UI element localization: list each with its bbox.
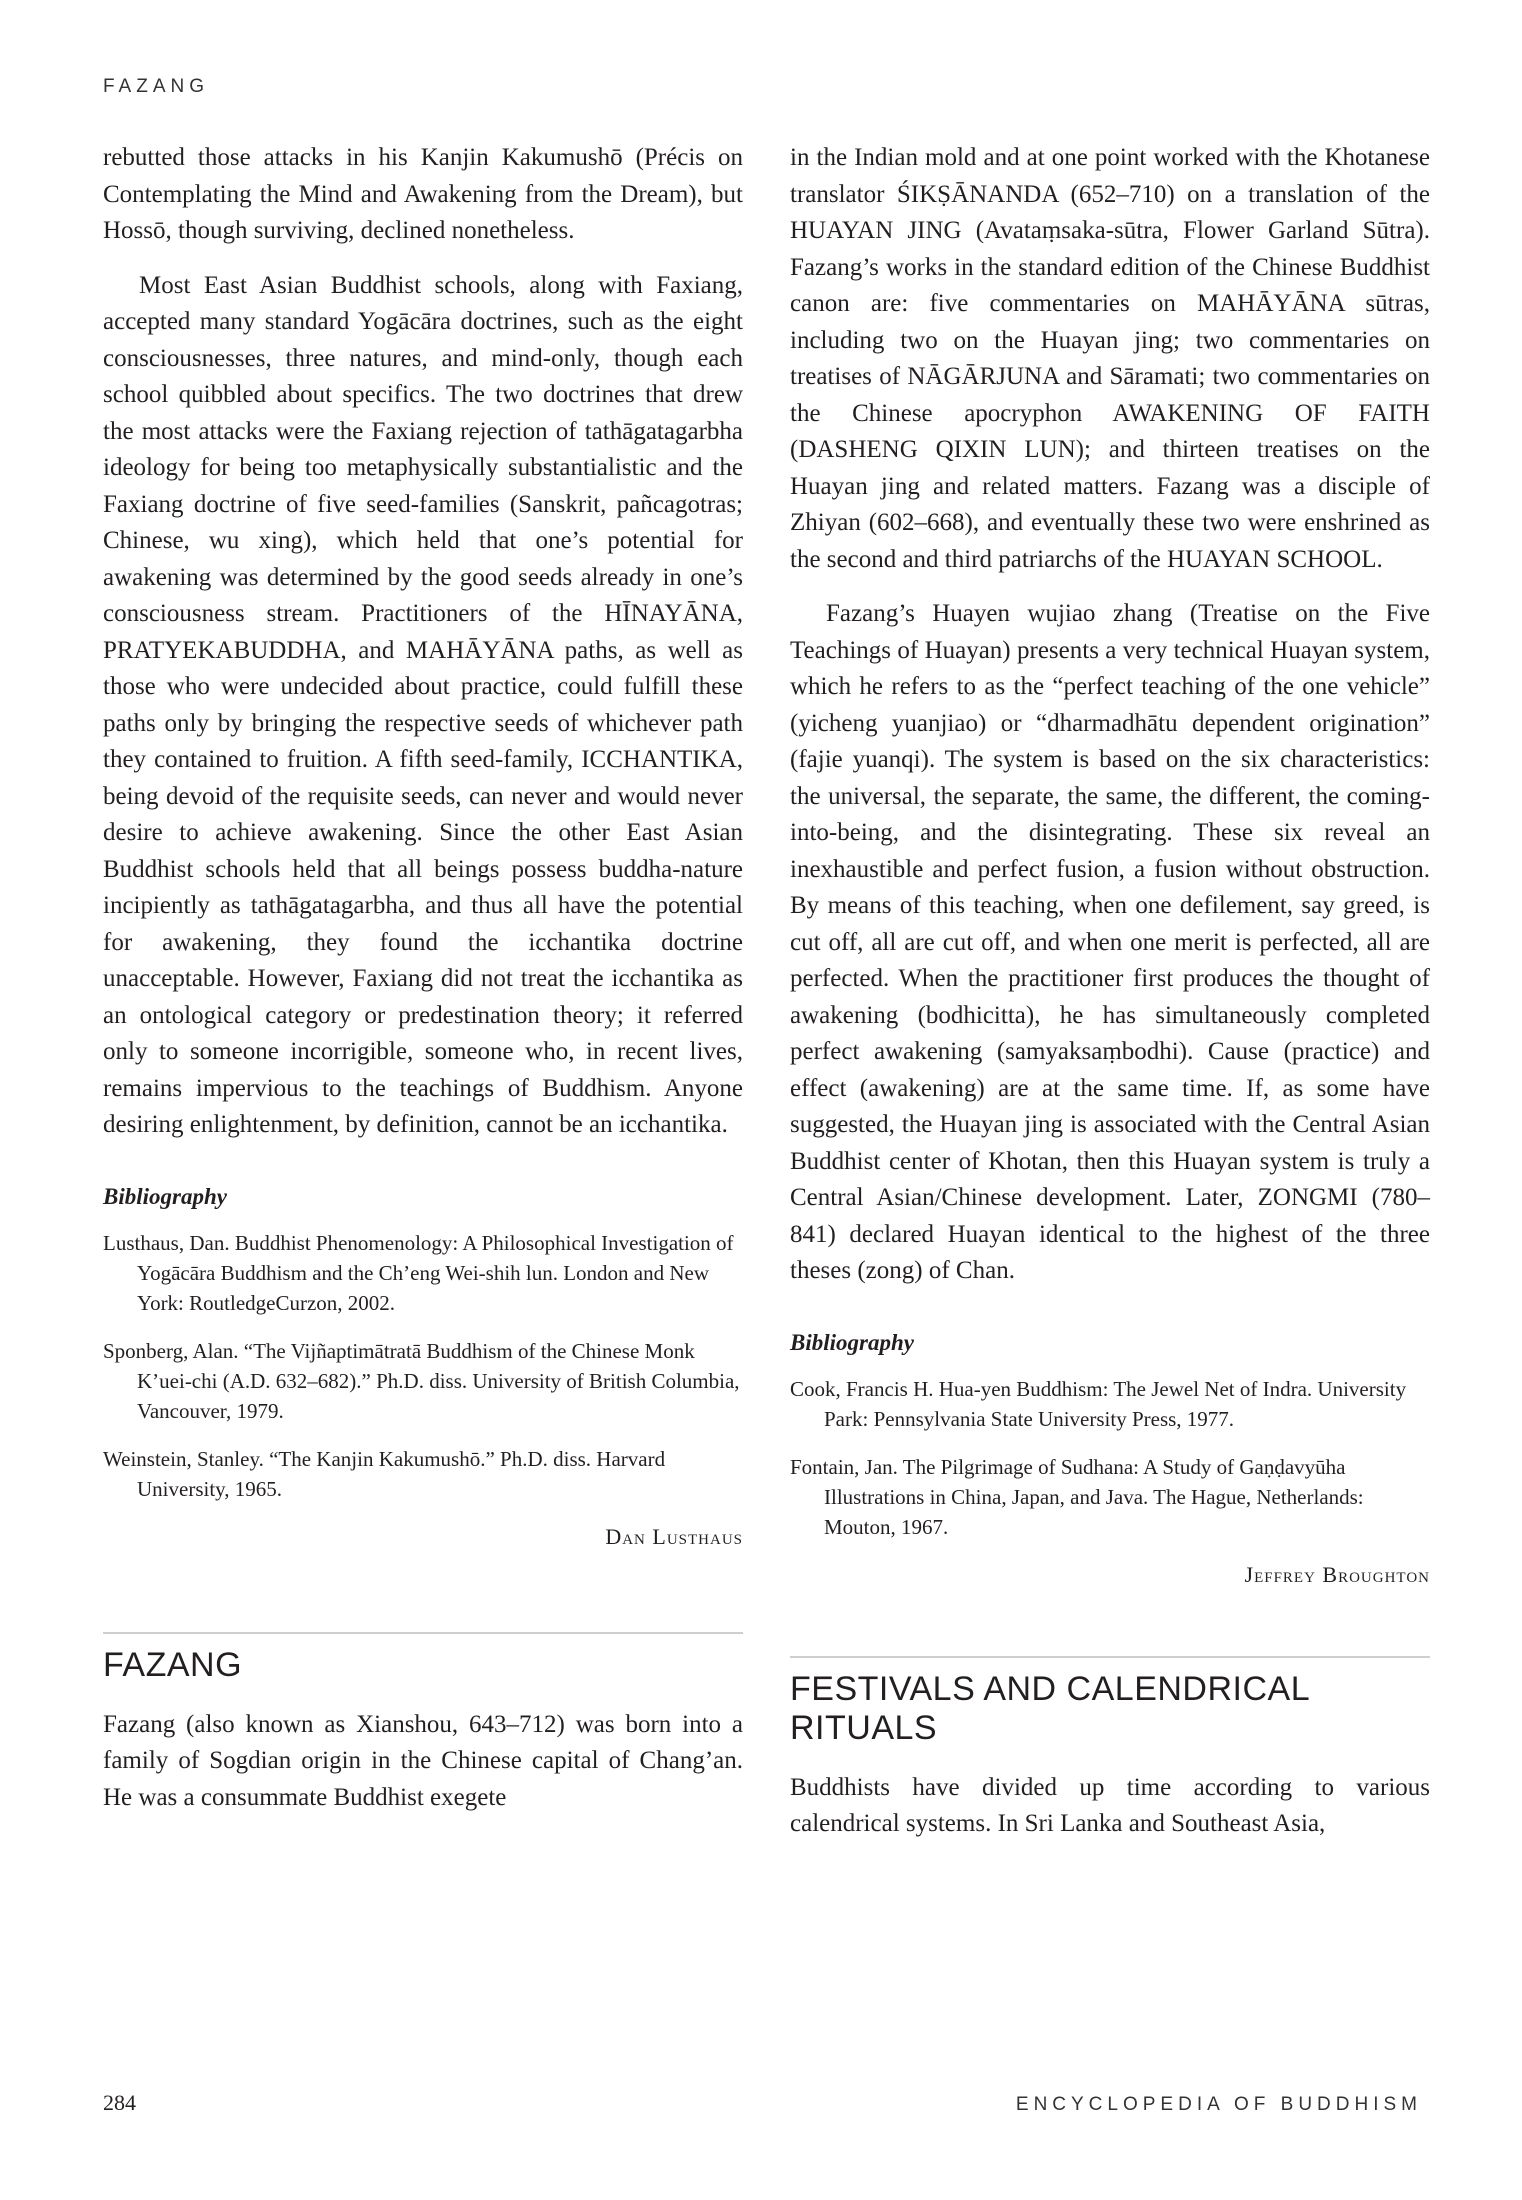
bibliography-entry: Sponberg, Alan. “The Vijñaptimātratā Buddhism of the Chinese Monk K’uei-chi (A.D. 632–682).” Ph.D. diss. University of British Columbia, Vancouver, 1979. — [103, 1338, 740, 1423]
bibliography-heading-right: Bibliography — [790, 1329, 914, 1355]
page-number: 284 — [103, 2090, 136, 2115]
entry-title-festivals: FESTIVALS AND CALENDRICAL RITUALS — [790, 1669, 1309, 1747]
festivals-intro-paragraph: Buddhists have divided up time according to various calendrical systems. In Sri Lanka and Southeast Asia, — [790, 1773, 1430, 1837]
article-author-left: Dan Lusthaus — [605, 1523, 743, 1549]
section-divider — [103, 1632, 743, 1634]
right-paragraph-1: in the Indian mold and at one point worked with the Khotanese translator ŚIKṢĀNANDA (652–710) on a translation of the HUAYAN JING (Avataṃsaka-sūtra, Flower Garland Sūtra). Fazang’s works in the standard edition of the Chinese Buddhist canon are: five commentaries on MAHĀYĀNA sūtras, including two on the Huayan jing; two commentaries on treatises of NĀGĀRJUNA and Sāramati; two commentaries on the Chinese apocryphon AWAKENING OF FAITH (DASHENG QIXIN LUN); and thirteen treatises on the Huayan jing and related matters. Fazang was a disciple of Zhiyan (602–668), and eventually these two were enshrined as the second and third patriarchs of the HUAYAN SCHOOL. — [790, 144, 1430, 573]
book-title-footer: ENCYCLOPEDIA OF BUDDHISM — [1015, 2094, 1422, 2115]
article-author-right: Jeffrey Broughton — [1244, 1561, 1430, 1587]
right-paragraph-2: Fazang’s Huayen wujiao zhang (Treatise on the Five Teachings of Huayan) presents a very technical Huayan system, which he refers to as the “perfect teaching of the one vehicle” (yicheng yuanjiao) or “dharmadhātu dependent origination” (fajie yuanqi). The system is based on the six characteristics: the universal, the separate, the same, the different, the coming-into-being, and the disintegrating. These six reveal an inexhaustible and perfect fusion, a fusion without obstruction. By means of this teaching, when one defilement, say greed, is cut off, all are cut off, and when one merit is perfected, all are perfected. When the practitioner first produces the thought of awakening (bodhicitta), he has simultaneously completed perfect awakening (samyaksaṃbodhi). Cause (practice) and effect (awakening) are at the same time. If, as some have suggested, the Huayan jing is associated with the Central Asian Buddhist center of Khotan, then this Huayan system is truly a Central Asian/Chinese development. Later, ZONGMI (780–841) declared Huayan identical to the highest of the three theses (zong) of Chan. — [790, 600, 1430, 1284]
entry-title-fazang: FAZANG — [103, 1645, 243, 1684]
right-column — [790, 140, 1430, 1861]
bibliography-heading-left: Bibliography — [103, 1183, 227, 1209]
bibliography-entry: Lusthaus, Dan. Buddhist Phenomenology: A Philosophical Investigation of Yogācāra Buddhism and the Ch’eng Wei-shih lun. London and New York: RoutledgeCurzon, 2002. — [103, 1230, 734, 1315]
fazang-intro-paragraph: Fazang (also known as Xianshou, 643–712) was born into a family of Sogdian origin in the Chinese capital of Chang’an. He was a consummate Buddhist exegete — [103, 1710, 743, 1811]
running-head: FAZANG — [103, 76, 210, 97]
left-paragraph-1: rebutted those attacks in his Kanjin Kakumushō (Précis on Contemplating the Mind and Awakening from the Dream), but Hossō, though surviving, declined nonetheless. — [103, 144, 743, 244]
left-column — [103, 140, 743, 1834]
bibliography-entry: Weinstein, Stanley. “The Kanjin Kakumushō.” Ph.D. diss. Harvard University, 1965. — [103, 1446, 666, 1501]
section-divider — [790, 1656, 1430, 1658]
bibliography-entry: Cook, Francis H. Hua-yen Buddhism: The Jewel Net of Indra. University Park: Pennsylvania State University Press, 1977. — [790, 1376, 1407, 1431]
left-paragraph-2: Most East Asian Buddhist schools, along with Faxiang, accepted many standard Yogācāra doctrines, such as the eight consciousnesses, three natures, and mind-only, though each school quibbled about specifics. The two doctrines that drew the most attacks were the Faxiang rejection of tathāgatagarbha ideology for being too metaphysically substantialistic and the Faxiang doctrine of five seed-families (Sanskrit, pañcagotras; Chinese, wu xing), which held that one’s potential for awakening was determined by the good seeds already in one’s consciousness stream. Practitioners of the HĪNAYĀNA, PRATYEKABUDDHA, and MAHĀYĀNA paths, as well as those who were undecided about practice, could fulfill these paths only by bringing the respective seeds of whichever path they contained to fruition. A fifth seed-family, ICCHANTIKA, being devoid of the requisite seeds, can never and would never desire to achieve awakening. Since the other East Asian Buddhist schools held that all beings possess buddha-nature incipiently as tathāgatagarbha, and thus all have the potential for awakening, they found the icchantika doctrine unacceptable. However, Faxiang did not treat the icchantika as an ontological category or predestination theory; it referred only to someone incorrigible, someone who, in recent lives, remains impervious to the teachings of Buddhism. Anyone desiring enlightenment, by definition, cannot be an icchantika. — [103, 271, 743, 1138]
bibliography-entry: Fontain, Jan. The Pilgrimage of Sudhana: A Study of Gaṇḍavyūha Illustrations in China, Japan, and Java. The Hague, Netherlands: Mouton, 1967. — [790, 1454, 1364, 1539]
